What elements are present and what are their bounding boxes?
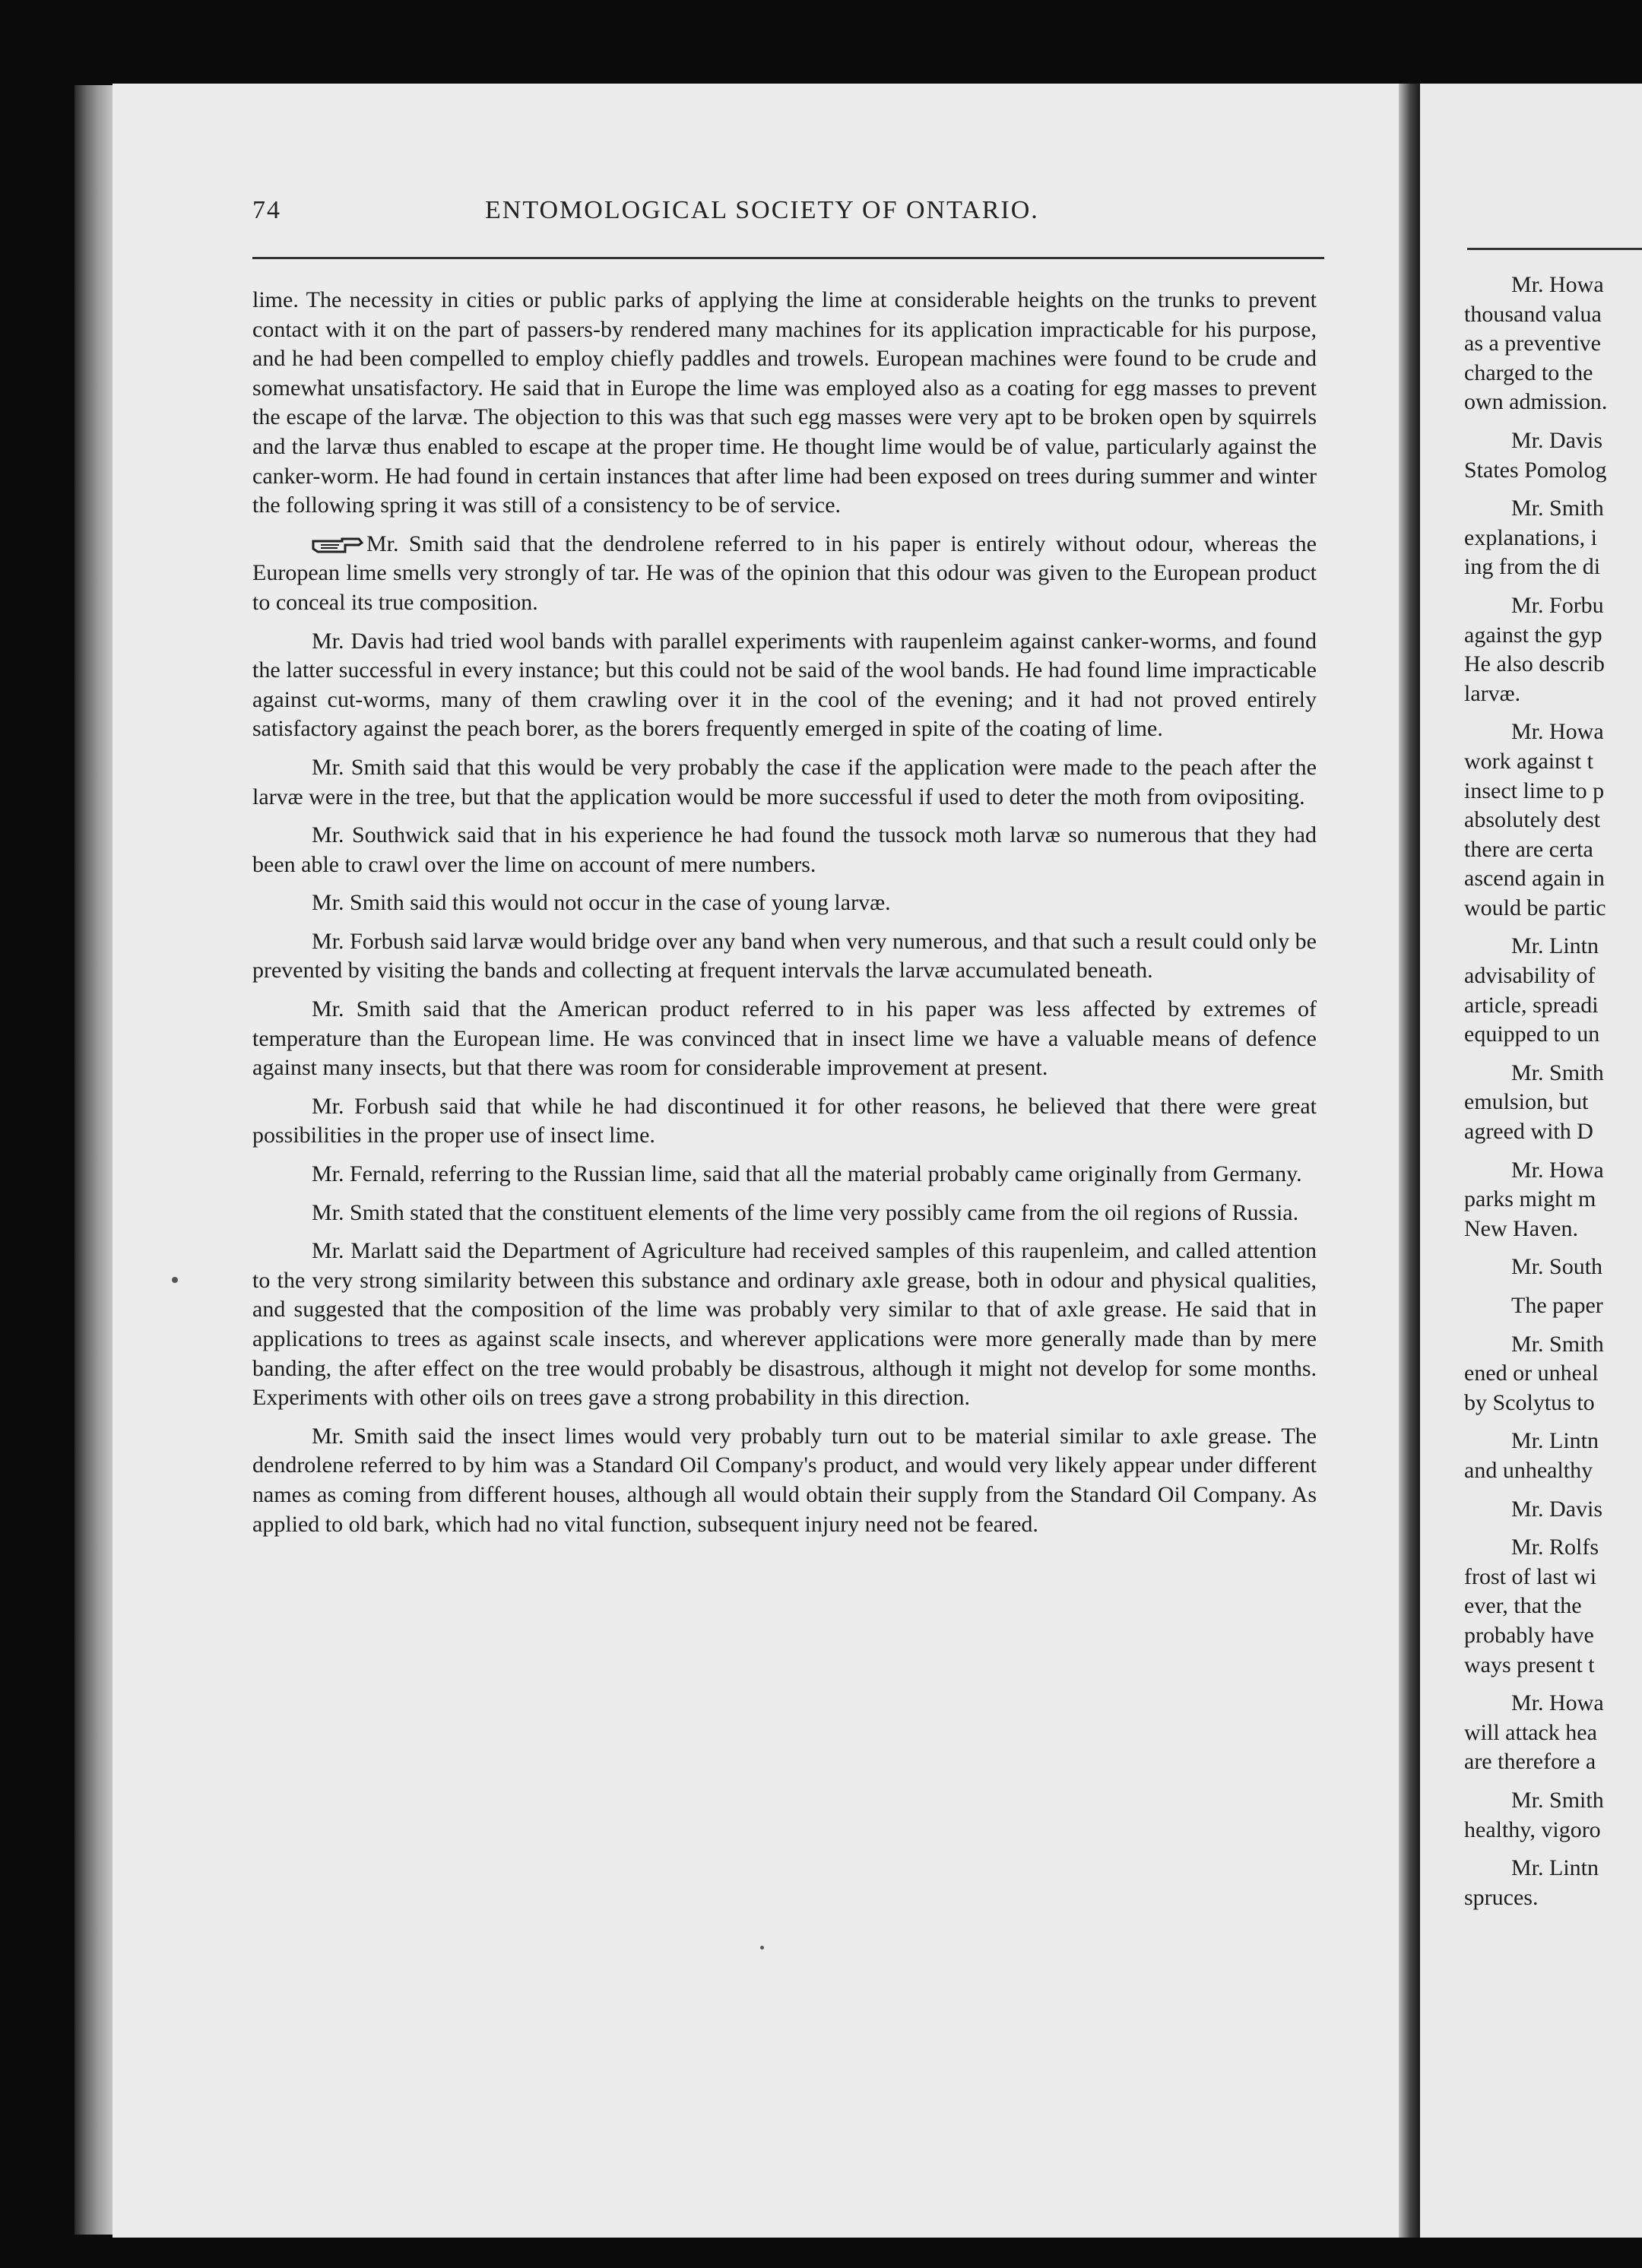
line-gap <box>1464 1845 1642 1854</box>
right-page-line: agreed with D <box>1464 1119 1593 1145</box>
right-header-rule <box>1467 248 1642 250</box>
line-gap <box>1464 417 1642 426</box>
right-page-line: Mr. Howa <box>1511 719 1604 745</box>
right-page-line: against the gyp <box>1464 622 1602 648</box>
line-gap <box>1464 1321 1642 1330</box>
right-page-line: ing from the di <box>1464 554 1601 580</box>
right-page-line: insect lime to p <box>1464 778 1605 803</box>
right-page-line: would be partic <box>1464 895 1606 920</box>
line-gap <box>1464 1147 1642 1156</box>
paragraph <box>252 530 1317 618</box>
right-page-line: Mr. Lintn <box>1511 1855 1599 1881</box>
running-title: ENTOMOLOGICAL SOCIETY OF ONTARIO. <box>485 196 1039 224</box>
right-page-line: will attack hea <box>1464 1719 1597 1745</box>
right-page-line: Mr. South <box>1511 1254 1603 1280</box>
line-gap <box>1464 1282 1642 1291</box>
right-page-line: Mr. Howa <box>1511 1690 1604 1716</box>
right-page-line: healthy, vigoro <box>1464 1817 1601 1842</box>
right-page-line: Mr. Howa <box>1511 1157 1604 1183</box>
right-page-line: parks might m <box>1464 1186 1596 1212</box>
line-gap <box>1464 582 1642 591</box>
right-page-line: explanations, i <box>1464 524 1597 550</box>
page-header <box>252 196 1317 234</box>
paragraph: Mr. Fernald, referring to the Russian lime, said that all the material probably came originally from Germany. <box>312 1161 1302 1187</box>
paragraph: Mr. Forbush said that while he had discontinued it for other reasons, he believed that there were great possibilities in the proper use of insect lime. <box>252 1093 1317 1148</box>
book-binding <box>74 85 114 2235</box>
scan-speck <box>172 1277 178 1283</box>
right-page-line: equipped to un <box>1464 1022 1600 1047</box>
right-page-line: emulsion, but <box>1464 1089 1589 1115</box>
paragraph: lime. The necessity in cities or public parks of applying the lime at considerable heights on the trunks to prevent contact with it on the part of passers-by rendered many machines for its application impracticable for his purpose, and he had been compelled to employ chiefly paddles and trowels. European machines were found to be crude and somewhat unsatisfactory. He said that in Europe the lime was employed also as a coating for egg masses to prevent the escape of the larvæ. The objection to this was that such egg masses were very apt to be broken open by squirrels and the larvæ thus enabled to escape at the proper time. He thought lime would be of value, particularly against the canker-worm. He had found in certain instances that after lime had been exposed on trees during summer and winter the following spring it was still of a consistency to be of service. <box>252 287 1317 518</box>
right-page-line: Mr. Smith <box>1511 496 1604 521</box>
right-page-line: ascend again in <box>1464 866 1605 892</box>
right-page-line: absolutely dest <box>1464 807 1601 833</box>
line-gap <box>1464 485 1642 494</box>
paragraph: Mr. Southwick said that in his experience he had found the tussock moth larvæ so numerous that they had been able to crawl over the lime on account of mere numbers. <box>252 822 1317 877</box>
right-page-line: New Haven. <box>1464 1215 1578 1241</box>
right-page-line: frost of last wi <box>1464 1563 1597 1589</box>
right-page-line: Mr. Davis <box>1511 427 1602 453</box>
right-page-line: are therefore a <box>1464 1749 1596 1775</box>
right-page-line: article, spreadi <box>1464 992 1599 1018</box>
scan-speck <box>760 1946 764 1950</box>
right-page-line: He also describ <box>1464 651 1605 677</box>
right-page-line: and unhealthy <box>1464 1457 1593 1483</box>
paragraph: Mr. Smith said that this would be very probably the case if the application were made to the peach after the larvæ were in the tree, but that the application would be more successful if used to deter the moth from ovipositing. <box>252 754 1317 809</box>
right-page-line: advisability of <box>1464 963 1596 989</box>
line-gap <box>1464 1050 1642 1059</box>
right-page-line: Mr. Lintn <box>1511 1428 1599 1454</box>
line-gap <box>1464 708 1642 717</box>
page-number: 74 <box>252 196 281 224</box>
right-page-line: Mr. Smith <box>1511 1787 1604 1813</box>
right-page-line: Mr. Howa <box>1511 272 1604 297</box>
line-gap <box>1464 1418 1642 1427</box>
right-page-line: ways present t <box>1464 1652 1595 1677</box>
right-page-line: work against t <box>1464 748 1593 774</box>
right-page-line: The paper <box>1511 1293 1603 1318</box>
page-gutter <box>1399 84 1420 2238</box>
line-gap <box>1464 923 1642 932</box>
paragraph: Mr. Marlatt said the Department of Agriculture had received samples of this raupenleim, and called attention to the very strong similarity between this substance and ordinary axle grease, both in odour and physical qualities, and suggested that the composition of the lime was probably very similar to that of axle grease. He said that in applications to trees as against scale insects, and wherever applications were more generally made than by mere banding, the after effect on the tree would probably be disastrous, although it might not develop for some months. Experiments with other oils on trees gave a strong probability in this direction. <box>252 1238 1317 1411</box>
left-page-body <box>252 286 1317 1548</box>
line-gap <box>1464 1680 1642 1689</box>
right-page-line: spruces. <box>1464 1884 1539 1910</box>
line-gap <box>1464 1486 1642 1495</box>
header-rule <box>252 257 1324 259</box>
right-page-line: charged to the <box>1464 360 1593 385</box>
paragraph: Mr. Smith stated that the constituent elements of the lime very possibly came from the oil regions of Russia. <box>312 1199 1299 1225</box>
right-page-line: Mr. Davis <box>1511 1496 1602 1522</box>
right-page-line: Mr. Rolfs <box>1511 1535 1599 1560</box>
right-page-line: by Scolytus to <box>1464 1389 1595 1415</box>
paragraph-text: Mr. Smith said that the dendrolene referred to in his paper is entirely without odour, whereas the European lime smells very strongly of tar. He was of the opinion that this odour was given to the European product to conceal its true composition. <box>252 531 1317 615</box>
right-page-line: ever, that the <box>1464 1593 1582 1619</box>
paragraph: Mr. Smith said this would not occur in the case of young larvæ. <box>312 890 891 916</box>
pointing-hand-icon <box>312 537 363 555</box>
right-page-line: Mr. Smith <box>1511 1060 1604 1085</box>
paragraph: Mr. Davis had tried wool bands with parallel experiments with raupenleim against canker-worms, and found the latter successful in every instance; but this could not be said of the wool bands. He had found lime impracticable against cut-worms, many of them crawling over it in the cool of the evening; and it had not proved entirely satisfactory against the peach borer, as the borers frequently emerged in spite of the coating of lime. <box>252 628 1317 742</box>
right-page-line: Mr. Forbu <box>1511 592 1604 618</box>
right-page-line: own admission. <box>1464 389 1608 415</box>
right-page-line: probably have <box>1464 1622 1594 1648</box>
paragraph: Mr. Smith said the insect limes would very probably turn out to be material similar to axle grease. The dendrolene referred to by him was a Standard Oil Company's product, and would very likely appear under different names as coming from different houses, although all would obtain their supply from the Standard Oil Company. As applied to old bark, which had no vital function, subsequent injury need not be feared. <box>252 1423 1317 1537</box>
right-page-line: ened or unheal <box>1464 1360 1599 1386</box>
right-page-line: Mr. Smith <box>1511 1331 1604 1357</box>
paragraph: Mr. Forbush said larvæ would bridge over any band when very numerous, and that such a result could only be prevented by visiting the bands and collecting at frequent intervals the larvæ accumulated beneath. <box>252 928 1317 984</box>
right-page-line: thousand valua <box>1464 301 1602 327</box>
line-gap <box>1464 1777 1642 1786</box>
right-page-text <box>1464 271 1642 1912</box>
right-page-line: there are certa <box>1464 836 1593 862</box>
line-gap <box>1464 1524 1642 1533</box>
right-page-line: States Pomolog <box>1464 457 1607 483</box>
line-gap <box>1464 1243 1642 1253</box>
right-page-line: larvæ. <box>1464 680 1521 706</box>
right-page-line: as a preventive <box>1464 331 1601 356</box>
paragraph: Mr. Smith said that the American product referred to in his paper was less affected by extremes of temperature than the European lime. He was convinced that in insect lime we have a valuable means of defence against many insects, but that there was room for considerable improvement at present. <box>252 996 1317 1081</box>
right-page-line: Mr. Lintn <box>1511 933 1599 959</box>
